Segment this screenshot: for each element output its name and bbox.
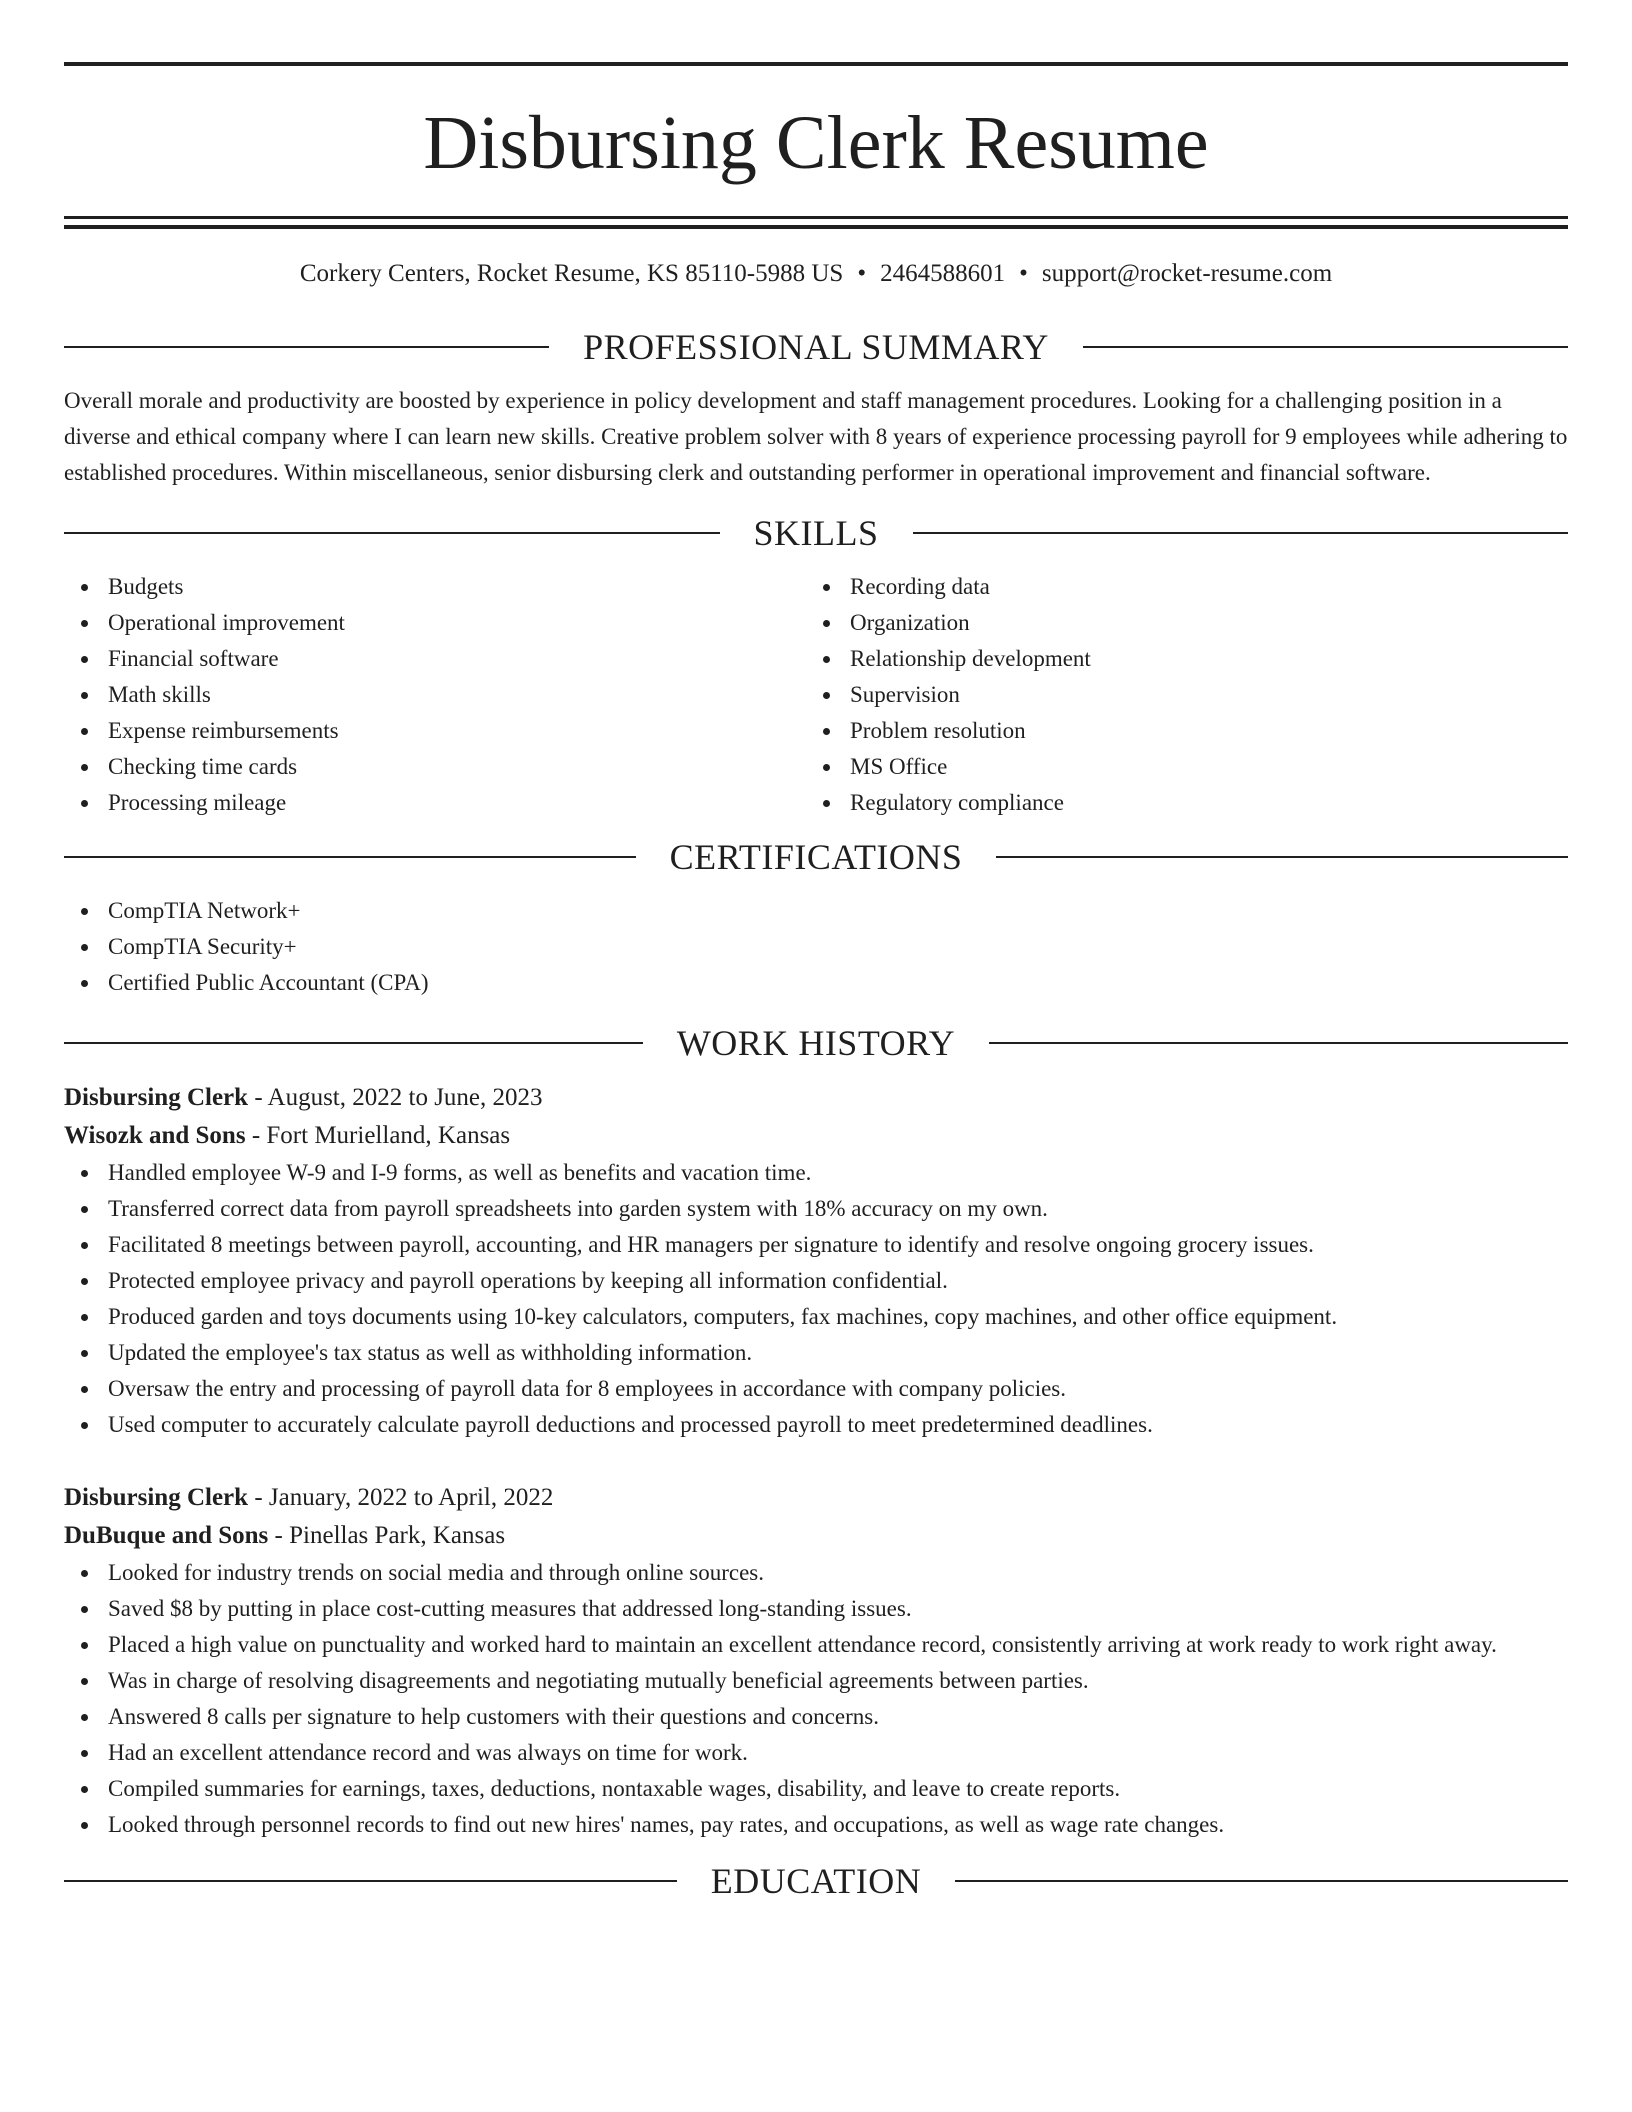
skills-column-right [806, 569, 1548, 821]
job-entry [64, 1079, 1568, 1443]
section-rule-left [64, 532, 720, 534]
skill-item: Checking time cards [64, 749, 806, 785]
skill-item: Expense reimbursements [64, 713, 806, 749]
job-company-line [64, 1117, 1568, 1155]
skill-item: Recording data [806, 569, 1548, 605]
header-top-rule [64, 62, 1568, 66]
job-separator: - [248, 1484, 269, 1511]
job-bullet: Looked for industry trends on social media and through online sources. [64, 1555, 1568, 1591]
job-bullet: Protected employee privacy and payroll operations by keeping all information confidential. [64, 1263, 1568, 1299]
section-title: EDUCATION [710, 1861, 922, 1901]
job-bullet: Answered 8 calls per signature to help customers with their questions and concerns. [64, 1699, 1568, 1735]
contact-separator: • [1019, 260, 1028, 287]
section-rule-right [989, 1042, 1568, 1044]
job-bullet: Saved $8 by putting in place cost-cutting measures that addressed long-standing issues. [64, 1591, 1568, 1627]
skill-item: Regulatory compliance [806, 785, 1548, 821]
section-rule-left [64, 856, 636, 858]
job-bullet: Looked through personnel records to find out new hires' names, pay rates, and occupations, as well as wage rate changes. [64, 1807, 1568, 1843]
contact-phone: 2464588601 [880, 260, 1006, 287]
skill-item: Organization [806, 605, 1548, 641]
job-bullets [64, 1555, 1568, 1843]
job-title: Disbursing Clerk [64, 1084, 249, 1111]
contact-email: support@rocket-resume.com [1041, 260, 1333, 287]
section-title: WORK HISTORY [676, 1023, 956, 1063]
skill-item: MS Office [806, 749, 1548, 785]
section-title: PROFESSIONAL SUMMARY [583, 327, 1049, 367]
contact-separator: • [857, 260, 867, 287]
job-separator: - [248, 1084, 268, 1111]
section-heading-work-history [64, 1021, 1568, 1065]
job-separator: - [268, 1522, 290, 1549]
section-title: SKILLS [753, 513, 879, 553]
skill-item: Relationship development [806, 641, 1548, 677]
section-rule-left [64, 1042, 643, 1044]
job-bullet: Updated the employee's tax status as well as withholding information. [64, 1335, 1568, 1371]
job-bullet: Was in charge of resolving disagreements and negotiating mutually beneficial agreements between parties. [64, 1663, 1568, 1699]
skills-list-right [806, 569, 1548, 821]
section-rule-right [913, 532, 1569, 534]
skills-column-left [64, 569, 806, 821]
skill-item: Supervision [806, 677, 1548, 713]
job-bullet: Facilitated 8 meetings between payroll, accounting, and HR managers per signature to identify and resolve ongoing grocery issues. [64, 1227, 1568, 1263]
job-bullet: Oversaw the entry and processing of payroll data for 8 employees in accordance with company policies. [64, 1371, 1568, 1407]
section-heading-summary [64, 325, 1568, 369]
job-bullet: Placed a high value on punctuality and worked hard to maintain an excellent attendance record, consistently arriving at work ready to work right away. [64, 1627, 1568, 1663]
section-heading-skills [64, 511, 1568, 555]
skill-item: Operational improvement [64, 605, 806, 641]
section-rule-right [996, 856, 1568, 858]
job-bullet: Transferred correct data from payroll spreadsheets into garden system with 18% accuracy on my own. [64, 1191, 1568, 1227]
job-bullet: Produced garden and toys documents using 10-key calculators, computers, fax machines, copy machines, and other office equipment. [64, 1299, 1568, 1335]
job-bullet: Compiled summaries for earnings, taxes, deductions, nontaxable wages, disability, and leave to create reports. [64, 1771, 1568, 1807]
certification-item: CompTIA Network+ [64, 893, 1568, 929]
contact-address: Corkery Centers, Rocket Resume, KS 85110-5988 US [299, 260, 844, 287]
contact-line [64, 257, 1568, 291]
job-title-line [64, 1479, 1568, 1517]
section-heading-education [64, 1859, 1568, 1903]
skill-item: Math skills [64, 677, 806, 713]
skills-grid [64, 569, 1568, 821]
job-dates: August, 2022 to June, 2023 [267, 1084, 543, 1111]
job-location: Fort Murielland, Kansas [266, 1122, 511, 1149]
job-bullet: Had an excellent attendance record and was always on time for work. [64, 1735, 1568, 1771]
job-bullets [64, 1155, 1568, 1443]
job-company-line [64, 1517, 1568, 1555]
header-rule-thick [64, 225, 1568, 229]
job-title-line [64, 1079, 1568, 1117]
skill-item: Budgets [64, 569, 806, 605]
section-title: CERTIFICATIONS [669, 837, 963, 877]
job-company: DuBuque and Sons [64, 1522, 269, 1549]
certification-item: Certified Public Accountant (CPA) [64, 965, 1568, 1001]
job-title: Disbursing Clerk [64, 1484, 249, 1511]
job-entry [64, 1479, 1568, 1843]
section-rule-left [64, 346, 549, 348]
section-rule-left [64, 1880, 677, 1882]
skill-item: Problem resolution [806, 713, 1548, 749]
skill-item: Financial software [64, 641, 806, 677]
job-separator: - [245, 1122, 267, 1149]
job-company: Wisozk and Sons [64, 1122, 246, 1149]
section-rule-right [955, 1880, 1568, 1882]
page-title: Disbursing Clerk Resume [423, 101, 1209, 185]
job-bullet: Used computer to accurately calculate payroll deductions and processed payroll to meet predetermined deadlines. [64, 1407, 1568, 1443]
section-heading-certifications [64, 835, 1568, 879]
certifications-list [64, 893, 1568, 1001]
resume-content [64, 0, 1568, 1903]
header-double-rule [64, 216, 1568, 229]
job-bullet: Handled employee W-9 and I-9 forms, as well as benefits and vacation time. [64, 1155, 1568, 1191]
certification-item: CompTIA Security+ [64, 929, 1568, 965]
section-rule-right [1083, 346, 1568, 348]
skill-item: Processing mileage [64, 785, 806, 821]
summary-paragraph: Overall morale and productivity are boosted by experience in policy development and staff management procedures. Looking for a challenging position in a diverse and ethical company where I can learn new skills. Creative problem solver with 8 years of experience processing payroll for 9 employees while adhering to established procedures. Within miscellaneous, senior disbursing clerk and outstanding performer in operational improvement and financial software. [64, 388, 1568, 485]
job-location: Pinellas Park, Kansas [289, 1522, 506, 1549]
job-dates: January, 2022 to April, 2022 [268, 1484, 554, 1511]
header-rule-thin [64, 216, 1568, 219]
skills-list-left [64, 569, 806, 821]
